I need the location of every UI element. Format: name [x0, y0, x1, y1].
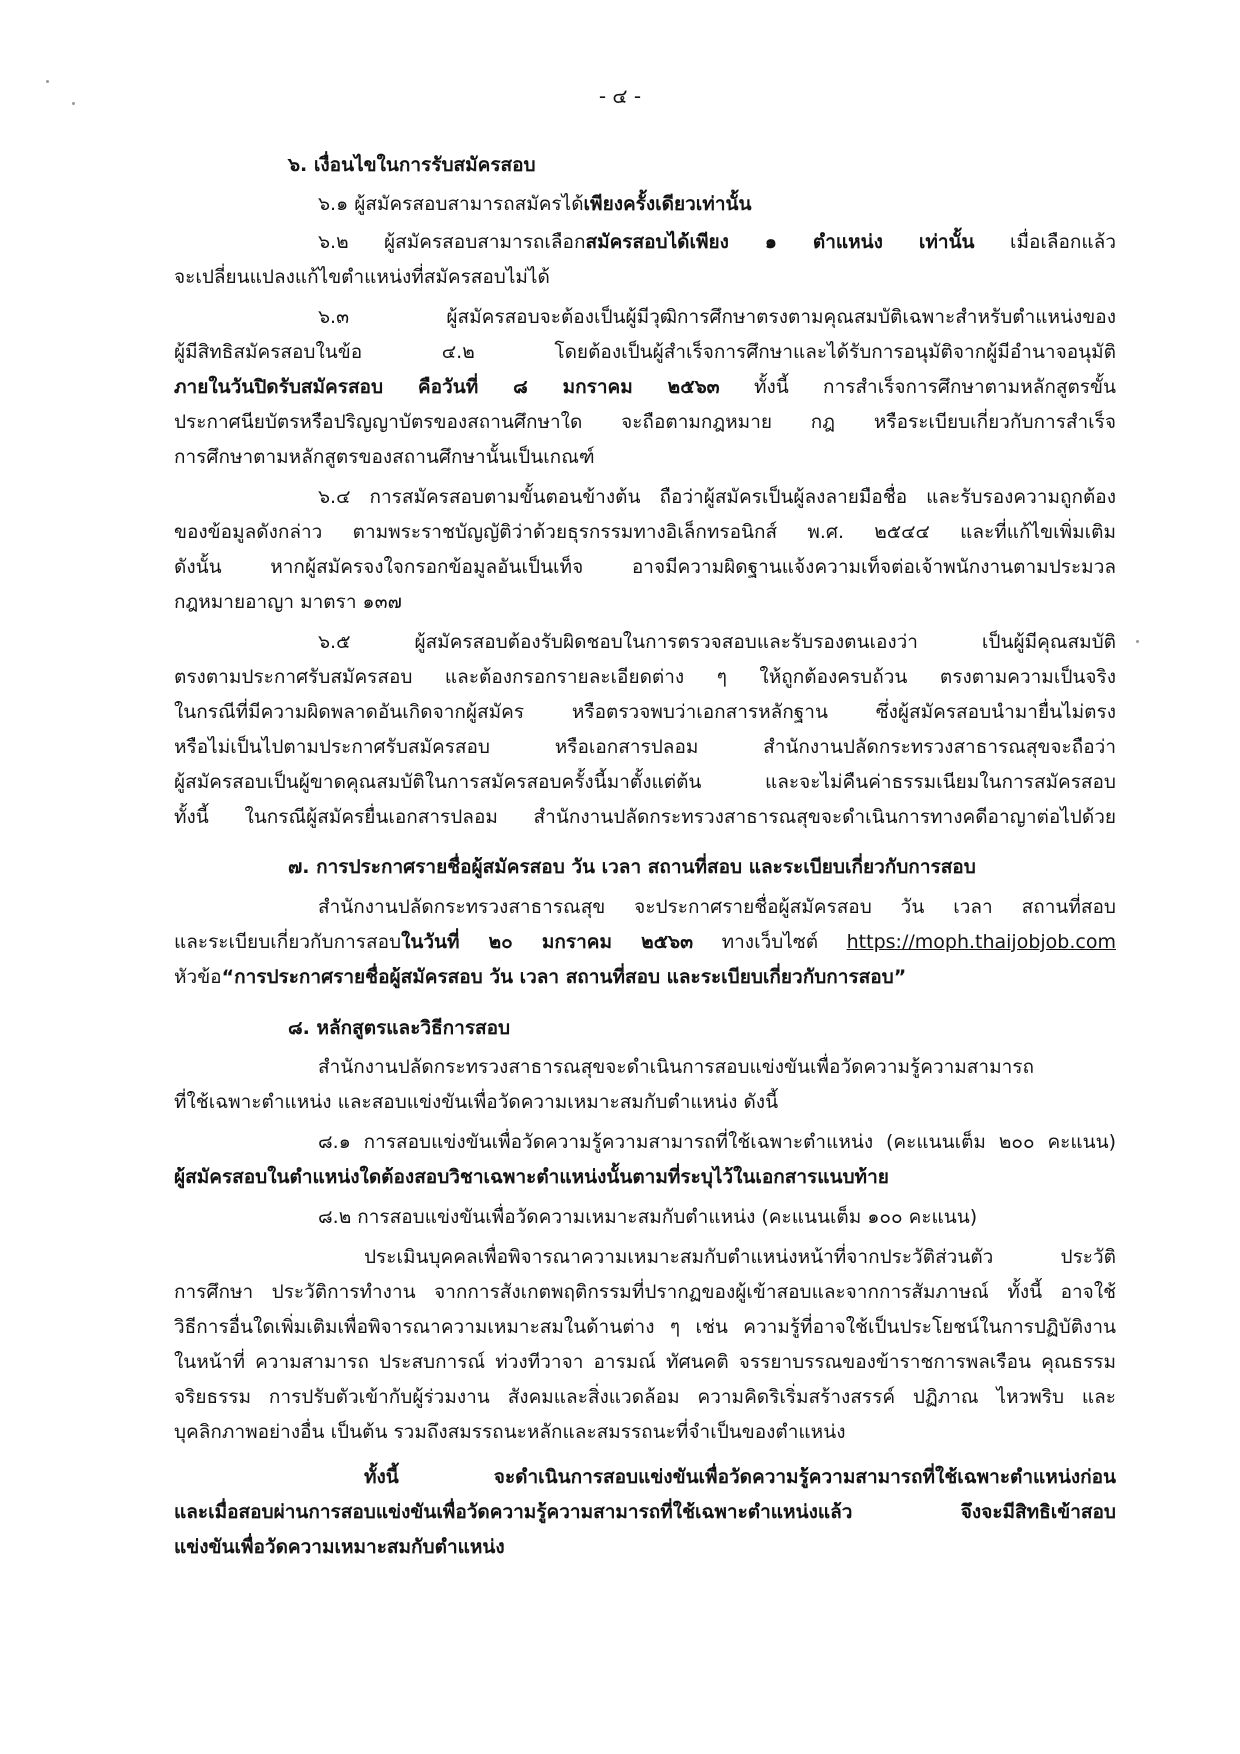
section-7-line: [174, 927, 1116, 957]
section-6-5-line: ทั้งนี้ ในกรณีผู้สมัครยื่นเอกสารปลอม สำนักงานปลัดกระทรวงสาธารณสุขจะดำเนินการทางคดีอาญาต่อไปด้วย: [174, 806, 1116, 828]
text: ทางเว็บไซต์: [693, 931, 847, 953]
scan-speck: [1136, 640, 1139, 643]
conclusion-line: แข่งขันเพื่อวัดความเหมาะสมกับตำแหน่ง: [174, 1536, 505, 1558]
page-number: - ๔ -: [598, 84, 642, 108]
section-8-intro-line: สำนักงานปลัดกระทรวงสาธารณสุขจะดำเนินการสอบแข่งขันเพื่อวัดความรู้ความสามารถ: [318, 1056, 1034, 1078]
website-link[interactable]: https://moph.thaijobjob.com: [846, 931, 1116, 953]
section-6-3-line: [174, 372, 1116, 402]
section-8-1-line: ผู้สมัครสอบในตำแหน่งใดต้องสอบวิชาเฉพาะตำแหน่งนั้นตามที่ระบุไว้ในเอกสารแนบท้าย: [174, 1166, 889, 1188]
section-6-2-line: [318, 227, 1116, 257]
section-6-4-line: กฎหมายอาญา มาตรา ๑๓๗: [174, 591, 402, 613]
section-8-2-line: ประเมินบุคคลเพื่อพิจารณาความเหมาะสมกับตำแหน่งหน้าที่จากประวัติส่วนตัว ประวัติ: [364, 1246, 1116, 1268]
section-8-2-line: วิธีการอื่นใดเพิ่มเติมเพื่อพิจารณาความเหมาะสมในด้านต่าง ๆ เช่น ความรู้ที่อาจใช้เป็นประโยชน์ในการปฏิบัติงาน: [174, 1316, 1116, 1338]
section-8-intro-line: ที่ใช้เฉพาะตำแหน่ง และสอบแข่งขันเพื่อวัดความเหมาะสมกับตำแหน่ง ดังนี้: [174, 1091, 779, 1113]
section-6-5-line: ในกรณีที่มีความผิดพลาดอันเกิดจากผู้สมัคร หรือตรวจพบว่าเอกสารหลักฐาน ซึ่งผู้สมัครสอบนำมายื่นไม่ตรง: [174, 701, 1116, 723]
section-6-3-line: การศึกษาตามหลักสูตรของสถานศึกษานั้นเป็นเกณฑ์: [174, 446, 595, 468]
section-6-4-line: ดังนั้น หากผู้สมัครจงใจกรอกข้อมูลอันเป็นเท็จ อาจมีความผิดฐานแจ้งความเท็จต่อเจ้าพนักงานตามประมวล: [174, 556, 1116, 578]
section-6-heading: ๖. เงื่อนไขในการรับสมัครสอบ: [288, 154, 536, 176]
text: และระเบียบเกี่ยวกับการสอบ: [174, 931, 402, 953]
section-6-1: [318, 189, 751, 219]
section-6-5-line: หรือไม่เป็นไปตามประกาศรับสมัครสอบ หรือเอกสารปลอม สำนักงานปลัดกระทรวงสาธารณสุขจะถือว่า: [174, 736, 1116, 758]
section-6-4-line: ๖.๔ การสมัครสอบตามขั้นตอนข้างต้น ถือว่าผู้สมัครเป็นผู้ลงลายมือชื่อ และรับรองความถูกต้อง: [318, 486, 1116, 508]
section-8-heading: ๘. หลักสูตรและวิธีการสอบ: [288, 1017, 511, 1039]
section-7-line: [174, 962, 906, 992]
section-6-4-line: ของข้อมูลดังกล่าว ตามพระราชบัญญัติว่าด้วยธุรกรรมทางอิเล็กทรอนิกส์ พ.ศ. ๒๕๔๔ และที่แก้ไขเพิ่มเติม: [174, 521, 1116, 543]
emphasis: ในวันที่ ๒๐ มกราคม ๒๕๖๓: [401, 931, 694, 953]
conclusion-line: ทั้งนี้ จะดำเนินการสอบแข่งขันเพื่อวัดความรู้ความสามารถที่ใช้เฉพาะตำแหน่งก่อน: [364, 1466, 1116, 1488]
section-6-3-line: ๖.๓ ผู้สมัครสอบจะต้องเป็นผู้มีวุฒิการศึกษาตรงตามคุณสมบัติเฉพาะสำหรับตำแหน่งของ: [318, 306, 1116, 328]
emphasis: “การประกาศรายชื่อผู้สมัครสอบ วัน เวลา สถานที่สอบ และระเบียบเกี่ยวกับการสอบ”: [221, 966, 907, 988]
section-7-heading: ๗. การประกาศรายชื่อผู้สมัครสอบ วัน เวลา สถานที่สอบ และระเบียบเกี่ยวกับการสอบ: [288, 856, 976, 878]
section-8-1-line: ๘.๑ การสอบแข่งขันเพื่อวัดความรู้ความสามารถที่ใช้เฉพาะตำแหน่ง (คะแนนเต็ม ๒๐๐ คะแนน): [318, 1131, 1116, 1153]
section-6-5-line: ตรงตามประกาศรับสมัครสอบ และต้องกรอกรายละเอียดต่าง ๆ ให้ถูกต้องครบถ้วน ตรงตามความเป็นจริง: [174, 666, 1116, 688]
emphasis: สมัครสอบได้เพียง ๑ ตำแหน่ง เท่านั้น: [585, 231, 975, 253]
section-6-3-line: ประกาศนียบัตรหรือปริญญาบัตรของสถานศึกษาใด จะถือตามกฎหมาย กฎ หรือระเบียบเกี่ยวกับการสำเร็จ: [174, 411, 1116, 433]
section-8-2-line: จริยธรรม การปรับตัวเข้ากับผู้ร่วมงาน สังคมและสิ่งแวดล้อม ความคิดริเริ่มสร้างสรรค์ ปฏิภาณ ไหวพริบ และ: [174, 1386, 1116, 1408]
section-6-2-line: จะเปลี่ยนแปลงแก้ไขตำแหน่งที่สมัครสอบไม่ได้: [174, 266, 550, 288]
section-6-3-line: ผู้มีสิทธิสมัครสอบในข้อ ๔.๒ โดยต้องเป็นผู้สำเร็จการศึกษาและได้รับการอนุมัติจากผู้มีอำนาจอนุมัติ: [174, 341, 1116, 363]
section-8-2-line: ๘.๒ การสอบแข่งขันเพื่อวัดความเหมาะสมกับตำแหน่ง (คะแนนเต็ม ๑๐๐ คะแนน): [318, 1206, 978, 1228]
section-6-5-line: ผู้สมัครสอบเป็นผู้ขาดคุณสมบัติในการสมัครสอบครั้งนี้มาตั้งแต่ต้น และจะไม่คืนค่าธรรมเนียมในการสมัครสอบ: [174, 771, 1116, 793]
text: หัวข้อ: [174, 966, 222, 988]
conclusion-line: และเมื่อสอบผ่านการสอบแข่งขันเพื่อวัดความรู้ความสามารถที่ใช้เฉพาะตำแหน่งแล้ว จึงจะมีสิทธิเข้าสอบ: [174, 1501, 1116, 1523]
text: ทั้งนี้ การสำเร็จการศึกษาตามหลักสูตรขั้น: [719, 376, 1116, 398]
text: ๖.๒ ผู้สมัครสอบสามารถเลือก: [318, 231, 586, 253]
section-7-line: สำนักงานปลัดกระทรวงสาธารณสุข จะประกาศรายชื่อผู้สมัครสอบ วัน เวลา สถานที่สอบ: [318, 896, 1116, 918]
emphasis: เพียงครั้งเดียวเท่านั้น: [583, 193, 752, 215]
section-8-2-line: การศึกษา ประวัติการทำงาน จากการสังเกตพฤติกรรมที่ปรากฏของผู้เข้าสอบและจากการสัมภาษณ์ ทั้งนี้ อาจใช้: [174, 1281, 1116, 1303]
emphasis: ภายในวันปิดรับสมัครสอบ คือวันที่ ๘ มกราคม ๒๕๖๓: [174, 376, 720, 398]
section-6-5-line: ๖.๕ ผู้สมัครสอบต้องรับผิดชอบในการตรวจสอบและรับรองตนเองว่า เป็นผู้มีคุณสมบัติ: [318, 631, 1116, 653]
section-8-2-line: ในหน้าที่ ความสามารถ ประสบการณ์ ท่วงทีวาจา อารมณ์ ทัศนคติ จรรยาบรรณของข้าราชการพลเรือน คุณธรรม: [174, 1351, 1116, 1373]
text: เมื่อเลือกแล้ว: [974, 231, 1116, 253]
section-8-2-line: บุคลิกภาพอย่างอื่น เป็นต้น รวมถึงสมรรถนะหลักและสมรรถนะที่จำเป็นของตำแหน่ง: [174, 1421, 846, 1443]
text: ๖.๑ ผู้สมัครสอบสามารถสมัครได้: [318, 193, 584, 215]
